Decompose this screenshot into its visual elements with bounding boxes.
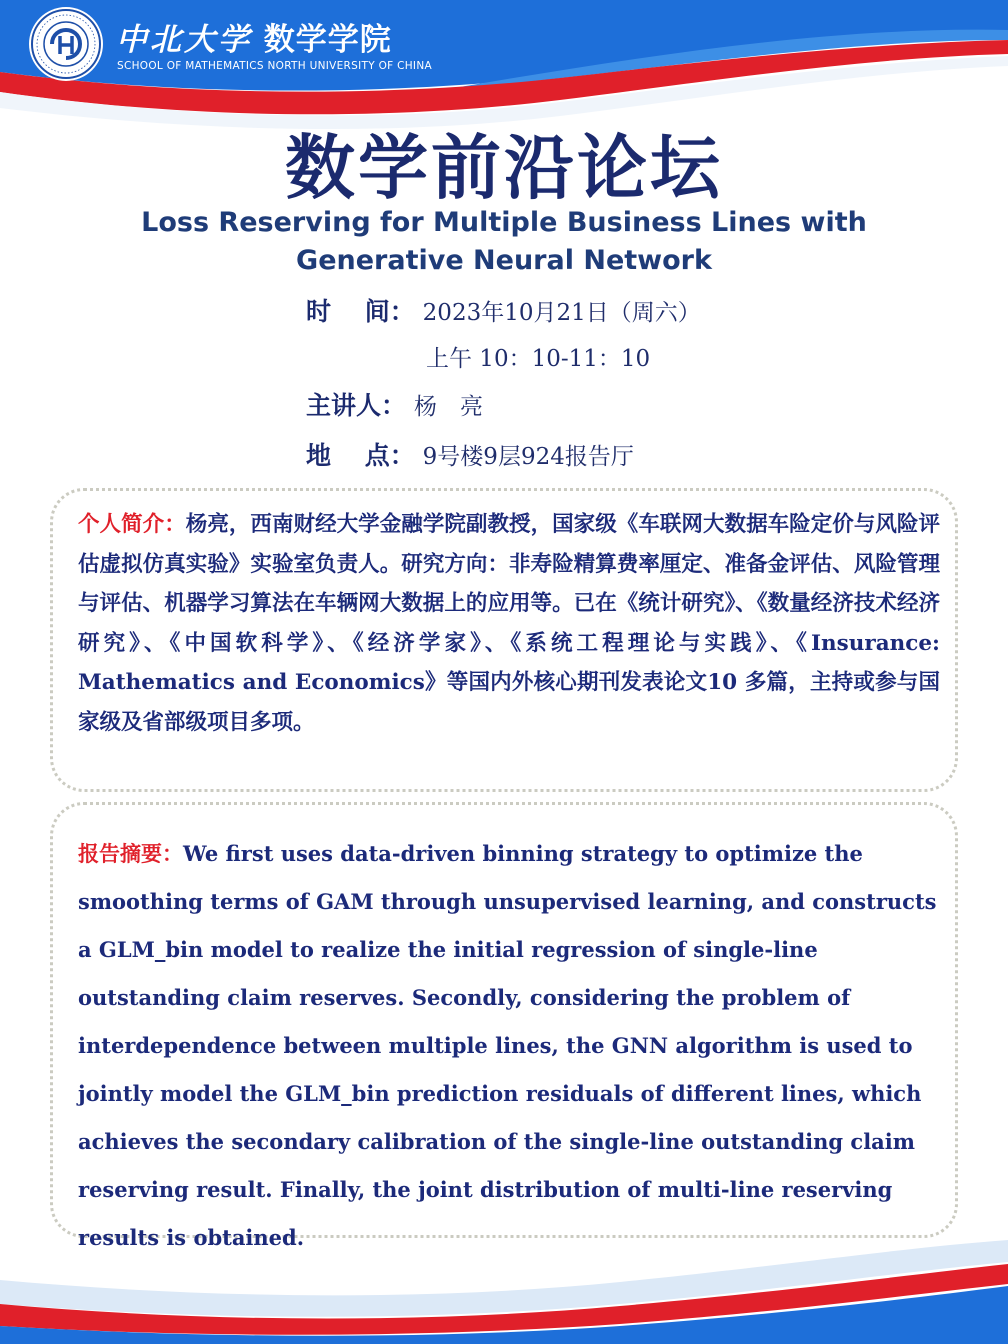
place-value: 9号楼9层924报告厅	[422, 444, 634, 470]
university-seal-icon	[28, 6, 104, 82]
abstract-label: 报告摘要：	[78, 841, 183, 866]
abstract-text	[78, 830, 940, 1262]
time-value-2: 上午 10：10-11：10	[426, 346, 651, 372]
brand-calligraphy: 中北大学	[116, 22, 252, 58]
bio-label: 个人简介：	[78, 512, 186, 537]
speaker-row	[306, 386, 483, 422]
brand-english: SCHOOL OF MATHEMATICS NORTH UNIVERSITY OF CHINA	[117, 60, 432, 72]
time-row	[306, 292, 701, 328]
abstract-content: We first uses data-driven binning strategy to optimize the smoothing terms of GAM through unsupervised learning, and constructs a GLM_bin model to realize the initial regression of single-line outstanding claim reserves. Secondly, considering the problem of interdependence between multiple lines, the GNN algorithm is used to jointly model the GLM_bin prediction residuals of different lines, which achieves the secondary calibration of the single-line outstanding claim reserving result. Finally, the joint distribution of multi-line reserving results is obtained.	[78, 841, 937, 1250]
bio-content: 杨亮，西南财经大学金融学院副教授，国家级《车联网大数据车险定价与风险评估虚拟仿真实验》实验室负责人。研究方向：非寿险精算费率厘定、准备金评估、风险管理与评估、机器学习算法在车辆网大数据上的应用等。已在《统计研究》、《数量经济技术经济研究》、《中国软科学》、《经济学家》、《系统工程理论与实践》、《Insurance: Mathematics and Economics》等国内外核心期刊发表论文10 多篇，主持或参与国家级及省部级项目多项。	[78, 512, 940, 735]
brand-department: 数学学院	[263, 22, 392, 58]
time-row-2	[426, 340, 650, 373]
place-row	[306, 436, 634, 472]
bio-text	[78, 505, 940, 742]
brand-name	[116, 14, 392, 59]
speaker-value: 杨 亮	[413, 394, 483, 420]
talk-title: Loss Reserving for Multiple Business Lines with Generative Neural Network	[141, 207, 867, 276]
page-title: 数学前沿论坛	[285, 127, 723, 209]
time-value: 2023年10月21日（周六）	[422, 300, 701, 326]
speaker-label: 主讲人：	[306, 391, 407, 420]
time-label: 时 间：	[306, 297, 415, 326]
place-label: 地 点：	[306, 441, 415, 470]
